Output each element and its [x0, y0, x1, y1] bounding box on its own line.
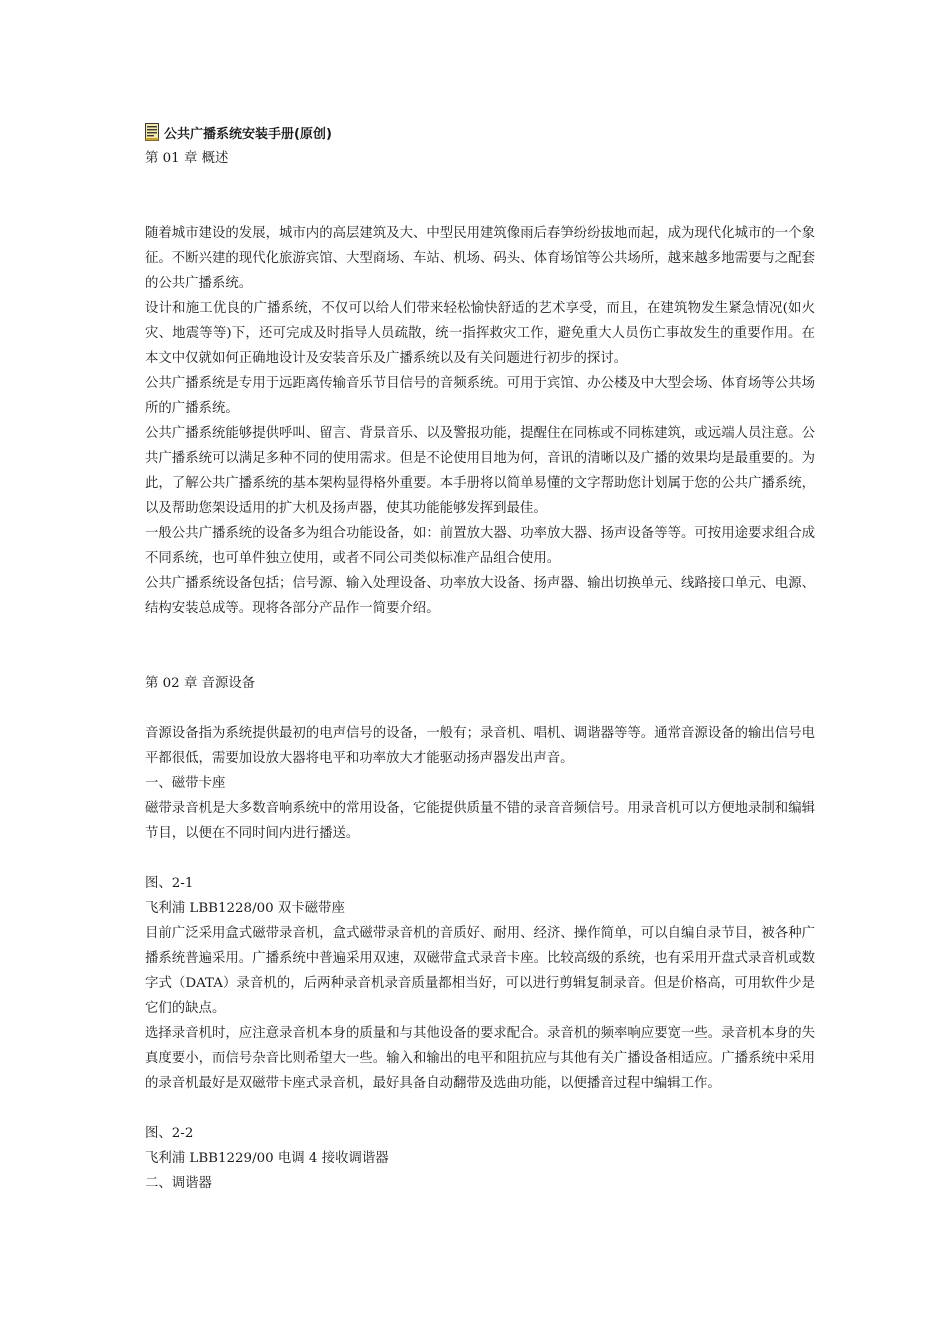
section-heading: 二、调谐器 [145, 1176, 212, 1191]
figure-label: 图、2-2 [145, 1126, 194, 1141]
paragraph: 设计和施工优良的广播系统，不仅可以给人们带来轻松愉快舒适的艺术享受，而且，在建筑物发生紧急情况(如火灾、地震等等)下，还可完成及时指导人员疏散，统一指挥救灾工作，避免重大人员伤亡事故发生的重要作用。在本文中仅就如何正确地设计及安装音乐及广播系统以及有关问题进行初步的探讨。 [145, 301, 815, 366]
chapter-2-heading: 第 02 章 音源设备 [145, 676, 256, 691]
paragraph: 公共广播系统设备包括；信号源、输入处理设备、功率放大设备、扬声器、输出切换单元、线路接口单元、电源、结构安装总成等。现将各部分产品作一简要介绍。 [145, 576, 815, 616]
spacer [145, 171, 815, 221]
figure-caption: 飞利浦 LBB1229/00 电调 4 接收调谐器 [145, 1151, 389, 1166]
paragraph: 磁带录音机是大多数音响系统中的常用设备，它能提供质量不错的录音音频信号。用录音机可以方便地录制和编辑节目，以便在不同时间内进行播送。 [145, 801, 815, 841]
chapter-1-heading: 第 01 章 概述 [145, 151, 229, 166]
chapter-2-intro: 音源设备指为系统提供最初的电声信号的设备，一般有；录音机、唱机、调谐器等等。通常音源设备的输出信号电平都很低，需要加设放大器将电平和功率放大才能驱动扬声器发出声音。 [145, 726, 815, 766]
paragraph: 目前广泛采用盒式磁带录音机，盒式磁带录音机的音质好、耐用、经济、操作简单，可以自编自录节目，被各种广播系统普遍采用。广播系统中普遍采用双速，双磁带盒式录音卡座。比较高级的系统，也有采用开盘式录音机或数字式（DATA）录音机的，后两种录音机录音质量都相当好，可以进行剪辑复制录音。但是价格高，可用软件少是它们的缺点。 [145, 926, 815, 1016]
spacer [145, 846, 815, 871]
paragraph: 选择录音机时，应注意录音机本身的质量和与其他设备的要求配合。录音机的频率响应要宽一些。录音机本身的失真度要小，而信号杂音比则希望大一些。输入和输出的电平和阻抗应与其他有关广播设备相适应。广播系统中采用的录音机最好是双磁带卡座式录音机，最好具备自动翻带及选曲功能，以便播音过程中编辑工作。 [145, 1026, 815, 1091]
section-heading: 一、磁带卡座 [145, 776, 226, 791]
spacer [145, 621, 815, 671]
paragraph: 公共广播系统是专用于远距离传输音乐节目信号的音频系统。可用于宾馆、办公楼及中大型会场、体育场等公共场所的广播系统。 [145, 376, 815, 416]
document-icon [145, 123, 159, 141]
figure-label: 图、2-1 [145, 876, 194, 891]
chapter-1-body [145, 221, 815, 621]
paragraph: 随着城市建设的发展，城市内的高层建筑及大、中型民用建筑像雨后春笋纷纷拔地而起，成为现代化城市的一个象征。不断兴建的现代化旅游宾馆、大型商场、车站、机场、码头、体育场馆等公共场所，越来越多地需要与之配套的公共广播系统。 [145, 226, 815, 291]
document-title: 公共广播系统安装手册(原创) [164, 126, 332, 142]
document-title-row [145, 120, 815, 144]
paragraph: 公共广播系统能够提供呼叫、留言、背景音乐、以及警报功能，提醒住在同栋或不同栋建筑，或远端人员注意。公共广播系统可以满足多种不同的使用需求。但是不论使用目地为何，音讯的清晰以及广播的效果均是最重要的。为此，了解公共广播系统的基本架构显得格外重要。本手册将以简单易懂的文字帮助您计划属于您的公共广播系统，以及帮助您架设适用的扩大机及扬声器，使其功能能够发挥到最佳。 [145, 426, 815, 516]
spacer [145, 696, 815, 721]
document-page [145, 120, 815, 1196]
spacer [145, 1096, 815, 1121]
paragraph: 一般公共广播系统的设备多为组合功能设备，如：前置放大器、功率放大器、扬声设备等等。可按用途要求组合成不同系统，也可单件独立使用，或者不同公司类似标准产品组合使用。 [145, 526, 815, 566]
figure-caption: 飞利浦 LBB1228/00 双卡磁带座 [145, 901, 345, 916]
